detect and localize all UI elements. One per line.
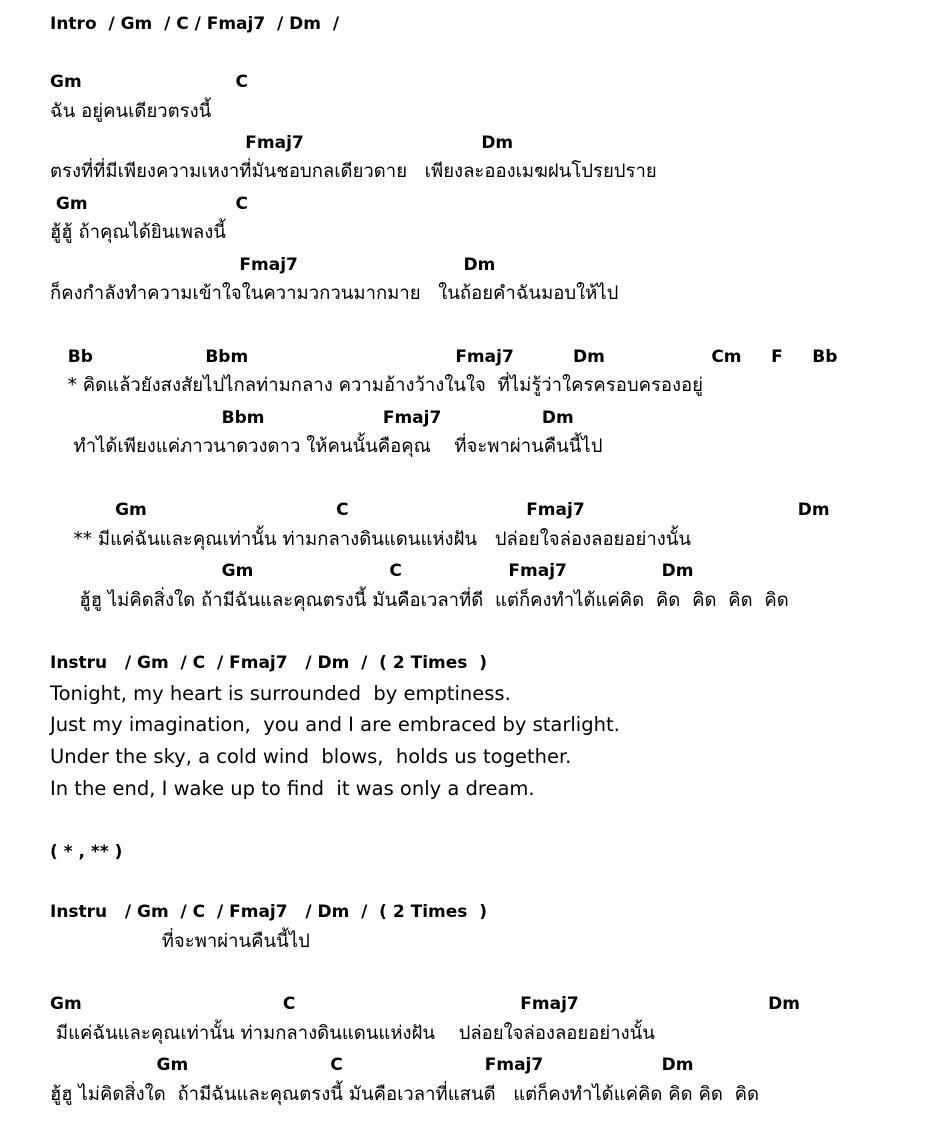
instru-line: Instru / Gm / C / Fmaj7 / Dm / ( 2 Times ) [50, 653, 487, 673]
instru-line: Instru / Gm / C / Fmaj7 / Dm / ( 2 Times ) [50, 902, 487, 922]
chord-line: Fmaj7 Dm [50, 255, 496, 275]
chord-line: Gm C Fmaj7 Dm [50, 561, 694, 581]
chord-line: Gm C Fmaj7 Dm [50, 1055, 694, 1075]
lyric-line: * คิดแล้วยังสงสัยไปไกลท่ามกลาง ความอ้างว้างในใจ ที่ไม่รู้ว่าใครครอบครองอยู่ [50, 375, 703, 396]
lyric-line: ** มีแค่ฉันและคุณเท่านั้น ท่ามกลางดินแดนแห่งฝัน ปล่อยใจล่องลอยอย่างนั้น [50, 529, 692, 550]
english-lyric-line: In the end, I wake up to find it was only a dream. [50, 777, 535, 800]
intro-line: Intro / Gm / C / Fmaj7 / Dm / [50, 14, 340, 34]
repeat-marker: ( * , ** ) [50, 842, 123, 862]
lyric-line: ทำได้เพียงแค่ภาวนาดวงดาว ให้คนนั้นคือคุณ ที่จะพาผ่านคืนนี้ไป [50, 436, 603, 457]
lyric-line: ฮู้ฮู้ ถ้าคุณได้ยินเพลงนี้ [50, 222, 226, 243]
lyric-line: ฮู้ฮู ไม่คิดสิ่งใด ถ้ามีฉันและคุณตรงนี้ มันคือเวลาที่แสนดี แต่ก็คงทำได้แค่คิด คิด คิด คิด [50, 1084, 760, 1105]
chord-line: Gm C Fmaj7 Dm [50, 500, 830, 520]
chord-line: Gm C Fmaj7 Dm [50, 994, 800, 1014]
lyric-line: ฉัน อยู่คนเดียวตรงนี้ [50, 101, 212, 122]
chord-line: Bbm Fmaj7 Dm [50, 408, 574, 428]
lyric-line: ตรงที่ที่มีเพียงความเหงาที่มันชอบกลเดียวดาย เพียงละอองเมฆฝนโปรยปราย [50, 161, 657, 182]
chord-line: Bb Bbm Fmaj7 Dm Cm F Bb [50, 347, 838, 367]
english-lyric-line: Tonight, my heart is surrounded by emptiness. [50, 682, 511, 705]
lyric-line: ที่จะพาผ่านคืนนี้ไป [50, 931, 310, 952]
lyric-line: ฮู้ฮู ไม่คิดสิ่งใด ถ้ามีฉันและคุณตรงนี้ มันคือเวลาที่ดี แต่ก็คงทำได้แค่คิด คิด คิด คิด คิด [50, 590, 789, 611]
chord-line: Gm C [50, 72, 249, 92]
english-lyric-line: Under the sky, a cold wind blows, holds us together. [50, 745, 572, 768]
english-lyric-line: Just my imagination, you and I are embraced by starlight. [50, 713, 620, 736]
chord-line: Fmaj7 Dm [50, 133, 514, 153]
lyric-line: มีแค่ฉันและคุณเท่านั้น ท่ามกลางดินแดนแห่งฝัน ปล่อยใจล่องลอยอย่างนั้น [50, 1023, 655, 1044]
chord-line: Gm C [50, 194, 249, 214]
lyric-line: ก็คงกำลังทำความเข้าใจในความวกวนมากมาย ในถ้อยคำฉันมอบให้ไป [50, 283, 619, 304]
